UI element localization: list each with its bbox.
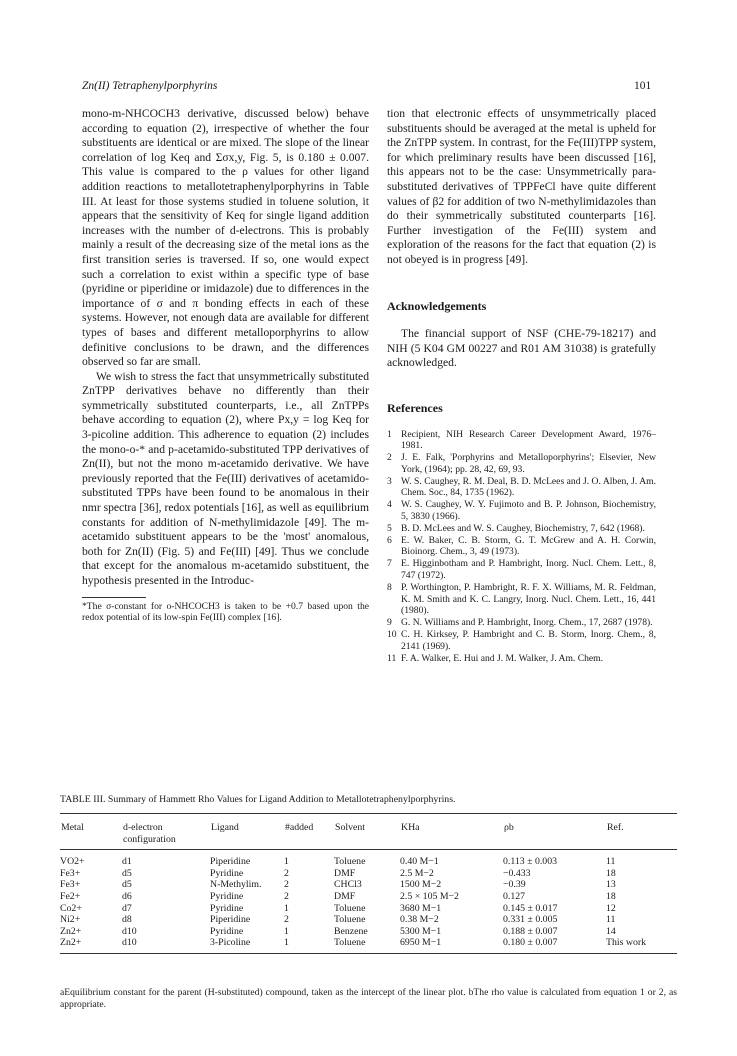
footnote: *The σ-constant for o-NHCOCH3 is taken to be +0.7 based upon the redox potential of its low-spin Fe(III) complex [16].: [82, 600, 369, 624]
table-row: [60, 879, 677, 891]
table-cell: 2: [284, 867, 289, 879]
table-cell: 0.180 ± 0.007: [503, 937, 606, 953]
table-cell: Piperidine: [210, 914, 251, 926]
table-cell: d1: [122, 856, 132, 868]
table-cell: 0.127: [503, 890, 526, 902]
table-row: [60, 914, 677, 926]
table-cell: 0.38 M−2: [400, 914, 439, 926]
table-footnotes: aEquilibrium constant for the parent (H-substituted) compound, taken as the intercept of the linear plot. bThe rho value is calculated from equation 1 or 2, as appropriate.: [60, 987, 677, 1010]
table-cell: 11: [606, 914, 616, 926]
reference-text: Recipient, NIH Research Career Development Award, 1976–1981.: [401, 428, 656, 452]
table-cell: d10: [122, 937, 210, 953]
reference-text: C. H. Kirksey, P. Hambright and C. B. Storm, Inorg. Chem., 8, 2141 (1969).: [401, 629, 656, 652]
table-cell: Fe2+: [60, 890, 81, 902]
footnote-divider: [82, 597, 146, 598]
table-cell: d10: [122, 925, 137, 937]
table-cell: Piperidine: [210, 856, 251, 868]
table-row: [60, 891, 677, 903]
table-cell: 0.40 M−1: [400, 856, 439, 868]
table-cell: d7: [122, 902, 132, 914]
acknowledgements-text: The financial support of NSF (CHE-79-18217) and NIH (5 K04 GM 00227 and R01 AM 31038) is gratefully acknowledged.: [387, 327, 656, 370]
table-cell: Ni2+: [60, 914, 81, 926]
running-title: Zn(II) Tetraphenylporphyrins: [82, 80, 218, 92]
column-header: KHa: [400, 814, 503, 850]
table-cell: 2.5 × 105 M−2: [400, 890, 459, 902]
table-cell: CHCl3: [334, 879, 362, 891]
paragraph: We wish to stress the fact that unsymmetrically substituted ZnTPP derivatives behave no differently than their symmetrically substituted counterparts, i.e., all ZnTPPs behave according to equation (2), where Px,y = log Keq for 3-picoline addition. This adherence to equation (2) includes the mono-o-* and p-acetamido-substituted TPP derivatives of Zn(II), but not the mono m-acetamido derivative. We have previously reported that the Fe(III) derivatives of acetamido-substituted TPPs have been found to be anomalous in their nmr spectra [36], redox potentials [16], as well as equilibrium constants for addition of N-methylimidazole [49]. The m-acetamido substituent appears to be the 'most' anomalous, both for Zn(II) (Fig. 5) and Fe(III) [49]. Thus we conclude that except for the anomalous m-acetamido substituent, the hypothesis presented in the Introduc-: [82, 369, 369, 587]
table-cell: Benzene: [334, 925, 368, 937]
table-cell: d8: [122, 914, 132, 926]
reference-text: E. Higginbotham and P. Hambright, Inorg. Nucl. Chem. Lett., 8, 747 (1972).: [401, 558, 656, 582]
rho-table: [60, 813, 677, 954]
table-cell: d6: [122, 890, 132, 902]
reference-text: P. Worthington, P. Hambright, R. F. X. Williams, M. R. Feldman, K. M. Smith and K. C. Langry, Inorg. Nucl. Chem. Lett., 16, 441 (1980).: [401, 581, 656, 617]
table-cell: 12: [606, 902, 616, 914]
column-header: Ligand: [210, 814, 284, 850]
reference-item: [387, 617, 656, 629]
column-header: Ref.: [606, 814, 677, 850]
reference-item: [387, 476, 656, 500]
table-cell: Toluene: [334, 902, 366, 914]
reference-number: 10: [387, 629, 397, 641]
table-cell: Toluene: [334, 914, 366, 926]
table-cell: 2.5 M−2: [400, 867, 434, 879]
table-cell: This work: [606, 937, 677, 953]
table-row: [60, 926, 677, 938]
table-cell: Toluene: [334, 856, 366, 868]
table-cell: d5: [122, 879, 132, 891]
table-cell: N-Methylim.: [210, 879, 262, 891]
right-column: [387, 107, 656, 664]
table-cell: DMF: [334, 890, 356, 902]
table-cell: Pyridine: [210, 890, 244, 902]
reference-text: W. S. Caughey, R. M. Deal, B. D. McLees and J. O. Alben, J. Am. Chem. Soc., 84, 1735 (1962).: [401, 475, 656, 499]
table-cell: d5: [122, 867, 132, 879]
table-cell: Zn2+: [60, 925, 82, 937]
reference-item: [387, 429, 656, 453]
table-cell: −0.433: [503, 867, 531, 879]
left-column: [82, 107, 369, 624]
reference-number: 5: [387, 522, 392, 534]
reference-text: E. W. Baker, C. B. Storm, G. T. McGrew and A. H. Corwin, Bioinorg. Chem., 3, 49 (1973).: [401, 534, 656, 558]
table-cell: 13: [606, 879, 616, 891]
table-cell: 3-Picoline: [210, 937, 284, 953]
reference-list: [387, 429, 656, 665]
table-body: [60, 850, 677, 954]
table-cell: Co2+: [60, 902, 82, 914]
reference-text: B. D. McLees and W. S. Caughey, Biochemistry, 7, 642 (1968).: [401, 522, 645, 534]
table-cell: 5300 M−1: [400, 925, 442, 937]
column-header: Metal: [60, 814, 122, 850]
table-cell: 1: [284, 925, 289, 937]
table-row: [60, 868, 677, 880]
table-cell: Fe3+: [60, 879, 81, 891]
table-cell: Pyridine: [210, 902, 244, 914]
reference-item: [387, 535, 656, 559]
table-cell: −0.39: [503, 879, 526, 891]
reference-text: J. E. Falk, 'Porphyrins and Metalloporphyrins'; Elsevier, New York, (1964); pp. 28, 42, 69, 93.: [401, 452, 656, 475]
reference-text: F. A. Walker, E. Hui and J. M. Walker, J. Am. Chem.: [401, 652, 604, 664]
reference-item: [387, 558, 656, 582]
page-number: 101: [634, 80, 652, 92]
reference-number: 3: [387, 475, 392, 487]
reference-number: 4: [387, 499, 392, 511]
table-row: [60, 937, 677, 953]
table-row: [60, 903, 677, 915]
table-cell: 1500 M−2: [400, 879, 442, 891]
reference-number: 6: [387, 534, 392, 546]
reference-number: 8: [387, 581, 392, 593]
reference-item: [387, 452, 656, 476]
table-cell: Pyridine: [210, 867, 244, 879]
table-cell: 0.331 ± 0.005: [503, 914, 558, 926]
table-row: [60, 850, 677, 868]
table-cell: Fe3+: [60, 867, 81, 879]
reference-number: 11: [387, 652, 397, 664]
paragraph: tion that electronic effects of unsymmetrically placed substituents should be averaged at the metal is upheld for the ZnTPP system. In contrast, for the Fe(III)TPP system, for which preliminary results have been discussed [16], this appears not to be the case: Unsymmetrically para-substituted derivatives of TPPFeCl have quite different values of β2 for addition of two N-methylimidazoles than do their symmetrically substituted counterparts [16]. Further investigation of the Fe(III) system and exploration of the reasons for the fact that equation (2) is not obeyed is in progress [49].: [387, 107, 656, 266]
reference-item: [387, 653, 656, 665]
table-cell: 18: [606, 867, 616, 879]
reference-text: G. N. Williams and P. Hambright, Inorg. Chem., 17, 2687 (1978).: [401, 617, 653, 629]
table-cell: 0.145 ± 0.017: [503, 902, 558, 914]
column-header: d-electron configuration: [122, 814, 210, 850]
reference-item: [387, 582, 656, 617]
column-header: #added: [284, 814, 334, 850]
table-cell: 0.188 ± 0.007: [503, 925, 558, 937]
reference-number: 7: [387, 558, 392, 570]
table-cell: 11: [606, 856, 616, 868]
table-cell: DMF: [334, 867, 356, 879]
table-cell: 2: [284, 879, 289, 891]
table-cell: 1: [284, 856, 289, 868]
acknowledgements-heading: Acknowledgements: [387, 298, 487, 313]
table-cell: VO2+: [60, 856, 85, 868]
references-heading: References: [387, 400, 443, 415]
table-cell: 0.113 ± 0.003: [503, 856, 557, 868]
reference-number: 9: [387, 617, 392, 629]
table-caption: TABLE III. Summary of Hammett Rho Values for Ligand Addition to Metallotetraphenylporphyrins.: [60, 794, 456, 805]
reference-item: [387, 523, 656, 535]
table-cell: 6950 M−1: [400, 937, 503, 953]
table-cell: 3680 M−1: [400, 902, 442, 914]
table-cell: 14: [606, 925, 616, 937]
table-cell: 18: [606, 890, 616, 902]
reference-text: W. S. Caughey, W. Y. Fujimoto and B. P. Johnson, Biochemistry, 5, 3830 (1966).: [401, 499, 656, 523]
reference-item: [387, 499, 656, 523]
reference-item: [387, 629, 656, 653]
column-header: ρb: [503, 814, 606, 850]
table-cell: 1: [284, 902, 289, 914]
reference-number: 1: [387, 428, 392, 440]
table-cell: Toluene: [334, 937, 400, 953]
table-cell: Zn2+: [60, 937, 122, 953]
table-cell: 1: [284, 937, 334, 953]
column-header: Solvent: [334, 814, 400, 850]
table-cell: 2: [284, 914, 289, 926]
table-cell: Pyridine: [210, 925, 244, 937]
reference-number: 2: [387, 452, 392, 464]
paragraph: mono-m-NHCOCH3 derivative, discussed below) behave according to equation (2), irrespective of whether the four substituents are identical or are mixed. The slope of the linear correlation of log Keq and Σσx,y, Fig. 5, is 0.180 ± 0.007. This value is compared to the ρ values for other ligand addition reactions to metallotetraphenylporphyrins in Table III. At least for those systems studied in toluene solution, it appears that the sensitivity of Keq for single ligand addition increases with the number of d-electrons. This is probably mainly a result of the decreasing size of the metal ions as the first transition series is traversed. If so, one would expect such a correlation to exist within a specific type of base (pyridine or piperidine or imidazole) due to differences in the importance of σ and π bonding effects in each of these systems. However, not enough data are available for different types of bases and different metalloporphyrins to allow definitive conclusions to be drawn, and the differences observed so far are small.: [82, 107, 369, 369]
table-cell: 2: [284, 890, 289, 902]
